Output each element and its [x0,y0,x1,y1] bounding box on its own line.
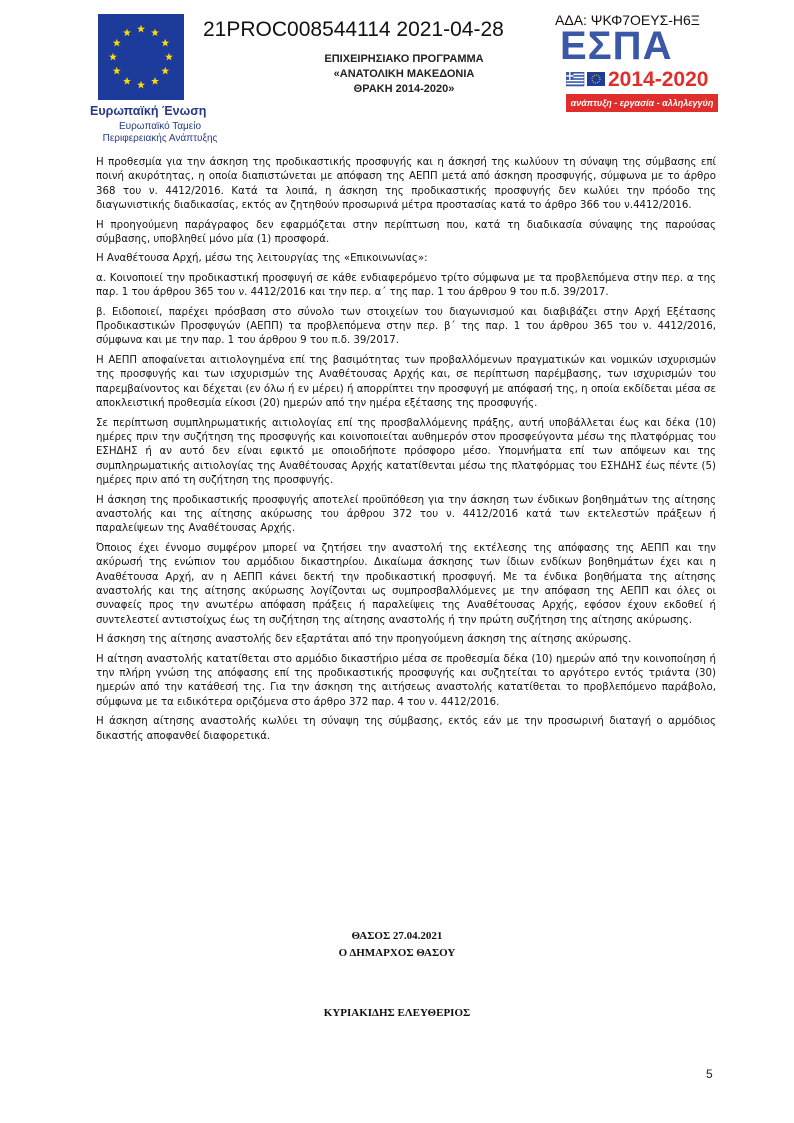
paragraph: Η άσκηση της αίτησης αναστολής δεν εξαρτάται από την προηγούμενη άσκηση της αίτησης ακύρωσης. [96,634,632,646]
signature-place-date: ΘΑΣΟΣ 27.04.2021 [351,930,443,942]
eu-star-icon [113,67,121,75]
program-line2: «ΑΝΑΤΟΛΙΚΗ ΜΑΚΕΔΟΝΙΑ [333,68,475,80]
paragraph: Όποιος έχει έννομο συμφέρον μπορεί να ζητήσει την αναστολή της εκτέλεσης της απόφασης της ΑΕΠΠ και την ακύρωσή της ενώπιον του αρμόδιου δικαστηρίου. Δικαίωμα άσκησης των ίδιων ενδίκων βοηθημάτων έχει και η Αναθέτουσα Αρχή, αν η ΑΕΠΠ κάνει δεκτή την προδικαστική προσφυγή. Με τα ένδικα βοηθήματα της αίτησης αναστολής και της αίτησης ακύρωσης λογίζονται ως συμπροσβαλλόμενες με την απόφαση της ΑΕΠΠ και όλες οι συναφείς προς την ανωτέρω απόφαση πράξεις ή παραλείψεις της Αναθέτουσας Αρχής, εφόσον έχουν εκδοθεί ή συντελεστεί αντιστοίχως έως τη συζήτηση της αίτησης αναστολής ή την πρώτη συζήτηση της αίτησης ακύρωσης. [96,542,716,626]
espa-tagline: ανάπτυξη - εργασία - αλληλεγγύη [566,94,718,112]
page-number: 5 [706,1067,713,1081]
program-line3: ΘΡΑΚΗ 2014-2020» [353,83,455,95]
paragraph: Η ΑΕΠΠ αποφαίνεται αιτιολογημένα επί της βασιμότητας των προβαλλόμενων πραγματικών και νομικών ισχυρισμών της προσφυγής και των ισχυρισμών της Αναθέτουσας Αρχής και, σε περίπτωση παρέμβασης, των ισχυρισμών του παρεμβαίνοντος και δέχεται (εν όλω ή εν μέρει) ή απορρίπτει την προσφυγή με απόφασή της, η οποία εκδίδεται μέσα σε αποκλειστική προθεσμία είκοσι (20) ημερών από την ημέρα εξέτασης της προσφυγής. [96,354,716,410]
eu-star-icon [161,39,169,47]
eu-star-icon [137,25,145,33]
eu-star-icon [137,81,145,89]
espa-logo [560,24,720,120]
ada-code: ΑΔΑ: ΨΚΦ7ΟΕΥΣ-Η6Ξ [555,12,700,28]
greek-eu-flags-icon [566,72,606,88]
paragraph: α. Κοινοποιεί την προδικαστική προσφυγή σε κάθε ενδιαφερόμενο τρίτο σύμφωνα με τα προβλεπόμενα στην περ. α της παρ. 1 του άρθρου 365 του ν. 4412/2016 και την περ. α΄ της παρ. 1 του άρθρου 9 του π.δ. 39/2017. [96,272,716,299]
eu-logo [90,14,220,144]
eu-star-icon [123,29,131,37]
signature-name: ΚΥΡΙΑΚΙΔΗΣ ΕΛΕΥΘΕΡΙΟΣ [323,1007,471,1019]
paragraph: Η άσκηση της προδικαστικής προσφυγής αποτελεί προϋπόθεση για την άσκηση των ένδικων βοηθημάτων της αίτησης αναστολής και της αίτησης ακύρωσης του άρθρου 372 του ν. 4412/2016 κατά των εκτελεστών πράξεων ή παραλείψεων της Αναθέτουσας Αρχής. [96,494,716,535]
eu-star-icon [123,77,131,85]
eu-star-icon [161,67,169,75]
paragraph: Η προηγούμενη παράγραφος δεν εφαρμόζεται στην περίπτωση που, κατά τη διαδικασία σύναψης της παρούσας σύμβασης, υποβληθεί μόνο μία (1) προσφορά. [96,219,716,246]
eu-subtitle [90,121,230,144]
program-line1: ΕΠΙΧΕΙΡΗΣΙΑΚΟ ΠΡΟΓΡΑΜΜΑ [324,53,484,65]
eu-stars-icon [98,14,184,100]
paragraph: β. Ειδοποιεί, παρέχει πρόσβαση στο σύνολο των στοιχείων του διαγωνισμού και διαβιβάζει στην Αρχή Εξέτασης Προδικαστικών Προσφυγών (ΑΕΠΠ) τα προβλεπόμενα στην περ. β΄ της παρ. 1 του άρθρου 365 του ν. 4412/2016, σύμφωνα και με την παρ. 1 του άρθρου 9 του π.δ. 39/2017. [96,306,716,347]
eu-star-icon [109,53,117,61]
eu-star-icon [151,77,159,85]
document-body [96,156,716,749]
espa-years: 2014-2020 [608,68,709,91]
eu-subtitle-line1: Ευρωπαϊκό Ταμείο [118,121,202,132]
eu-title: Ευρωπαϊκή Ένωση [90,104,207,118]
eu-star-icon [113,39,121,47]
eu-flag-icon [98,14,184,100]
paragraph: Η προθεσμία για την άσκηση της προδικαστικής προσφυγής και η άσκησή της κωλύουν τη σύναψη της σύμβασης επί ποινή ακυρότητας, η οποία διαπιστώνεται με απόφαση της ΑΕΠΠ μετά από άσκηση προσφυγής, σύμφωνα με το άρθρο 368 του ν. 4412/2016. Κατά τα λοιπά, η άσκηση της προδικαστικής προσφυγής δεν κωλύει την πρόοδο της διαγωνιστικής διαδικασίας, εκτός αν ζητηθούν προσωρινά μέτρα προστασίας κατά το άρθρο 366 του ν.4412/2016. [96,157,716,212]
eu-subtitle-line2: Περιφερειακής Ανάπτυξης [102,132,218,144]
espa-wordmark: ΕΣΠΑ [560,24,673,68]
paragraph: Σε περίπτωση συμπληρωματικής αιτιολογίας επί της προσβαλλόμενης πράξης, αυτή υποβάλλεται έως και δέκα (10) ημέρες πριν την συζήτηση της προσφυγής και κοινοποιείται αυθημερόν στον προσφεύγοντα μέσω της πλατφόρμας του ΕΣΗΔΗΣ ή αν αυτό δεν είναι εφικτό με οποιοδήποτε πρόσφορο μέσο. Υπομνήματα επί των απόψεων και της συμπληρωματικής αιτιολογίας της Αναθέτουσας Αρχής κατατίθενται μέσω της πλατφόρμας του ΕΣΗΔΗΣ έως πέντε (5) ημέρες πριν από τη συζήτηση της προσφυγής. [96,417,716,487]
paragraph: Η άσκηση αίτησης αναστολής κωλύει τη σύναψη της σύμβασης, εκτός εάν με την προσωρινή διαταγή ο αρμόδιος δικαστής αποφανθεί διαφορετικά. [96,716,716,742]
paragraph: Η Αναθέτουσα Αρχή, μέσω της λειτουργίας της «Επικοινωνίας»: [96,253,428,265]
program-title [300,52,508,97]
signature-role: Ο ΔΗΜΑΡΧΟΣ ΘΑΣΟΥ [338,947,456,959]
eu-star-icon [165,53,173,61]
paragraph: Η αίτηση αναστολής κατατίθεται στο αρμόδιο δικαστήριο μέσα σε προθεσμία δέκα (10) ημερών από την κοινοποίηση ή την πλήρη γνώση της απόφασης επί της προδικαστικής προσφυγής και συζητείται το αργότερο εντός τριάντα (30) ημερών από την κατάθεσή της. Για την άσκηση της αιτήσεως αναστολής κατατίθεται το προβλεπόμενο παράβολο, σύμφωνα με τα ειδικότερα οριζόμενα στο άρθρο 372 παρ. 4 του ν. 4412/2016. [96,653,716,708]
document-id: 21PROC008544114 2021-04-28 [203,18,504,41]
eu-star-icon [151,29,159,37]
